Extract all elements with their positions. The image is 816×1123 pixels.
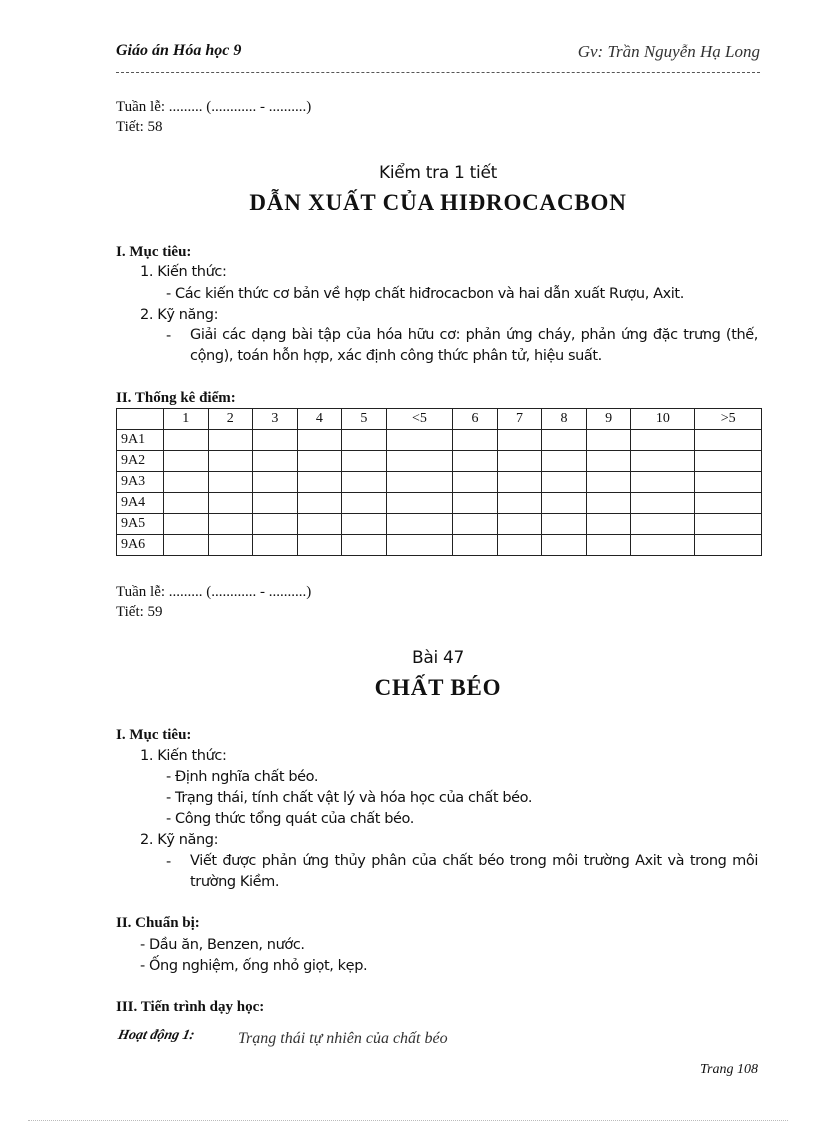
activity-title: Trạng thái tự nhiên của chất béo [238, 1030, 448, 1047]
class-label: 9A1 [117, 430, 164, 451]
skills-dash-1: - [166, 328, 171, 344]
knowledge-item-1-1: - Các kiến thức cơ bản về hợp chất hiđrocacbon và hai dẫn xuất Rượu, Axit. [166, 286, 684, 302]
table-row [117, 535, 762, 556]
header-teacher: Gv: Trần Nguyễn Hạ Long [577, 42, 760, 61]
table-header-cell [117, 409, 164, 430]
page-number: Trang 108 [700, 1062, 758, 1077]
page-header [116, 40, 760, 66]
table-header-cell: 2 [208, 409, 253, 430]
stats-heading: II. Thống kê điểm: [116, 390, 236, 406]
skills-text-2: Viết được phản ứng thủy phân của chất béo trong môi trường Axit và trong môi trường Kiềm. [190, 853, 758, 890]
knowledge-heading-1: 1. Kiến thức: [140, 264, 227, 280]
activity-label: Hoạt động 1: [116, 1028, 196, 1043]
lesson-title-2: CHẤT BÉO [374, 675, 502, 700]
table-header-cell: 9 [586, 409, 631, 430]
class-label: 9A5 [117, 514, 164, 535]
class-label: 9A6 [117, 535, 164, 556]
skills-text-1: Giải các dạng bài tập của hóa hữu cơ: phản ứng cháy, phản ứng đặc trưng (thế, cộng), toán hỗn hợp, xác định công thức phân tử, hiệu suất. [190, 327, 758, 364]
class-label: 9A4 [117, 493, 164, 514]
table-header-cell: <5 [386, 409, 453, 430]
table-row [117, 493, 762, 514]
header-divider [116, 72, 760, 73]
knowledge-item-2-1: - Định nghĩa chất béo. [166, 769, 319, 785]
objectives-heading-2: I. Mục tiêu: [116, 727, 192, 743]
knowledge-item-2-3: - Công thức tổng quát của chất béo. [166, 811, 414, 827]
table-header-row [117, 409, 762, 430]
table-header-cell: 8 [542, 409, 587, 430]
score-table [116, 408, 762, 556]
table-row [117, 472, 762, 493]
week-line-2: Tuần lễ: ......... (............ - ..........) [116, 584, 312, 600]
knowledge-heading-2: 1. Kiến thức: [140, 748, 227, 764]
table-header-cell: 6 [453, 409, 498, 430]
class-label: 9A2 [117, 451, 164, 472]
table-row [117, 451, 762, 472]
prep-heading: II. Chuẩn bị: [116, 915, 200, 931]
prep-item-2: - Ống nghiệm, ống nhỏ giọt, kẹp. [140, 958, 368, 974]
skills-dash-2: - [166, 854, 171, 870]
skills-heading-2: 2. Kỹ năng: [140, 832, 219, 848]
table-header-cell: 4 [297, 409, 342, 430]
table-header-cell: 7 [497, 409, 542, 430]
table-header-cell: 1 [164, 409, 209, 430]
period-line-2: Tiết: 59 [116, 604, 163, 620]
page-bottom-border [28, 1120, 788, 1121]
class-label: 9A3 [117, 472, 164, 493]
table-header-cell: 10 [631, 409, 695, 430]
week-line-1: Tuần lễ: ......... (............ - ..........) [116, 99, 312, 115]
lesson-number: Bài 47 [411, 648, 465, 668]
test-subtitle: Kiểm tra 1 tiết [378, 163, 497, 183]
header-subject: Giáo án Hóa học 9 [116, 42, 242, 59]
knowledge-item-2-2: - Trạng thái, tính chất vật lý và hóa học của chất béo. [166, 790, 533, 806]
prep-item-1: - Dầu ăn, Benzen, nước. [140, 937, 305, 953]
skills-heading-1: 2. Kỹ năng: [140, 307, 219, 323]
table-header-cell: 5 [342, 409, 387, 430]
table-header-cell: >5 [695, 409, 762, 430]
lesson-title-1: DẪN XUẤT CỦA HIĐROCACBON [249, 190, 627, 215]
table-row [117, 430, 762, 451]
process-heading: III. Tiến trình dạy học: [116, 999, 265, 1015]
period-line-1: Tiết: 58 [116, 119, 163, 135]
objectives-heading-1: I. Mục tiêu: [116, 244, 192, 260]
table-row [117, 514, 762, 535]
table-header-cell: 3 [253, 409, 298, 430]
